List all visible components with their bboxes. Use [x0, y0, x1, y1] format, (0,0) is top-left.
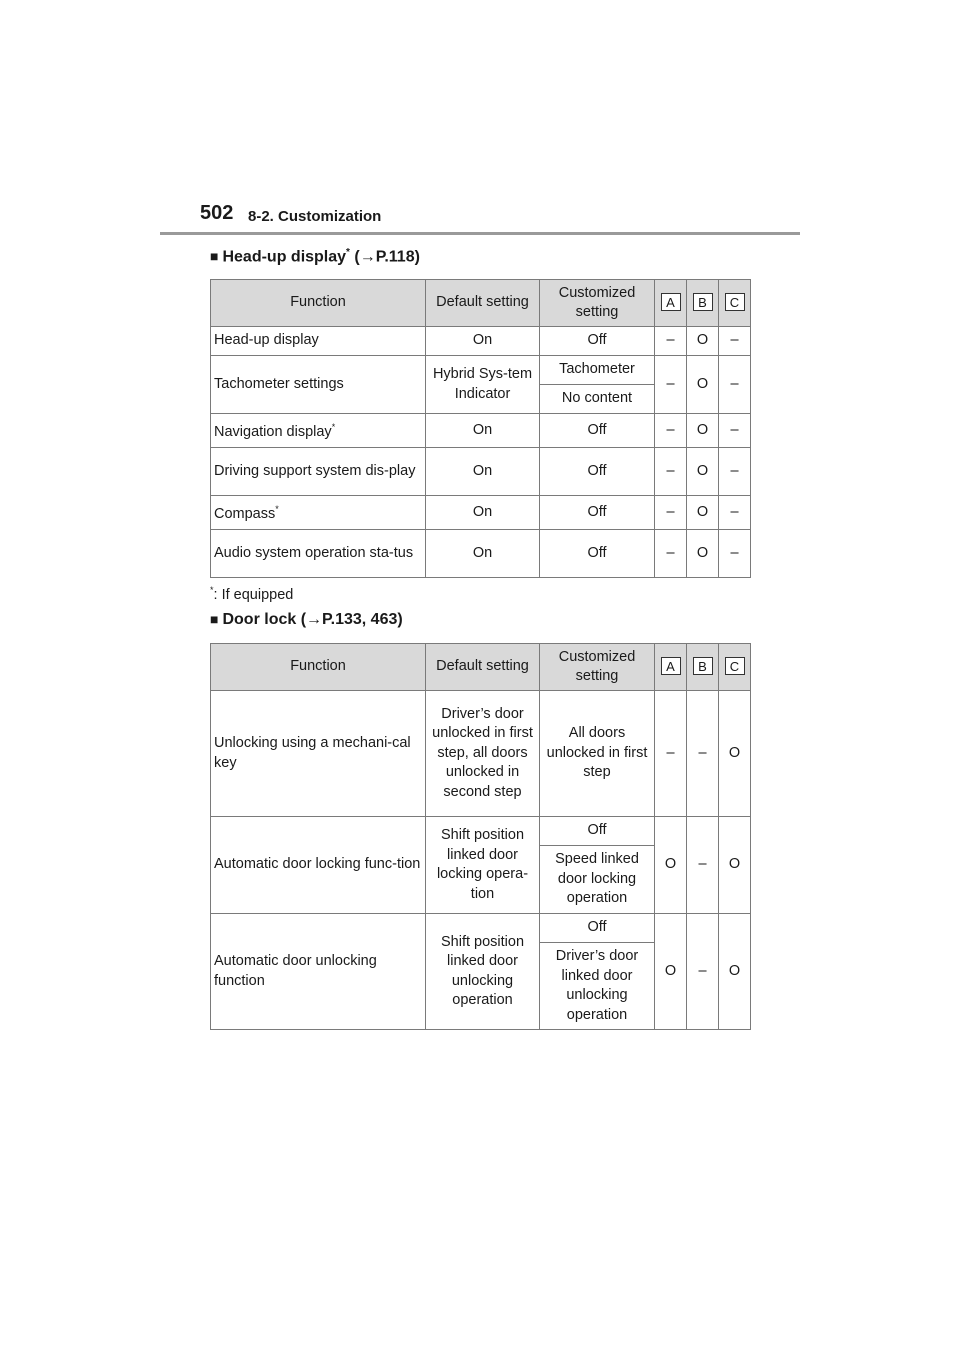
cell-custom-alt: Driver’s door linked door unlocking operation	[540, 943, 655, 1030]
cell-default: Shift position linked door unlocking operation	[426, 914, 540, 1030]
cell-default: On	[426, 414, 540, 448]
cell-function: Driving support system dis-play	[211, 448, 426, 496]
footnote-text: : If equipped	[213, 586, 294, 603]
table-row	[211, 414, 751, 448]
cell-custom: Off	[540, 327, 655, 356]
cell-default: Hybrid Sys-tem Indicator	[426, 356, 540, 414]
cell-c: –	[719, 448, 751, 496]
table-header-row	[211, 280, 751, 327]
square-bullet-icon: ■	[210, 611, 219, 627]
cell-c: –	[719, 530, 751, 578]
section-title-head-up-display	[210, 247, 420, 266]
column-header-c	[719, 280, 751, 327]
cell-custom: Off	[540, 914, 655, 943]
cell-custom-alt: No content	[540, 385, 655, 414]
cell-b: O	[687, 356, 719, 414]
column-header-function: Function	[211, 644, 426, 691]
cell-a: O	[655, 817, 687, 914]
cell-custom: All doors unlocked in first step	[540, 691, 655, 817]
cell-default: On	[426, 496, 540, 530]
cell-b: –	[687, 691, 719, 817]
column-header-custom: Customized setting	[540, 280, 655, 327]
cell-custom: Off	[540, 414, 655, 448]
cell-c: O	[719, 691, 751, 817]
square-bullet-icon: ■	[210, 248, 219, 265]
table-header-row	[211, 644, 751, 691]
cell-function: Automatic door unlocking function	[211, 914, 426, 1030]
page-reference: (→P.133, 463)	[296, 611, 403, 628]
function-text: Navigation display	[214, 424, 332, 441]
cell-default: On	[426, 327, 540, 356]
function-text: Compass	[214, 506, 276, 523]
cell-function	[211, 496, 426, 530]
footnote-mark: *	[346, 247, 350, 258]
cell-function	[211, 414, 426, 448]
cell-function: Head-up display	[211, 327, 426, 356]
cell-a: –	[655, 327, 687, 356]
header-rule	[160, 232, 800, 235]
label-a-box: A	[661, 293, 681, 311]
label-b-box: B	[693, 657, 713, 675]
cell-custom-alt: Speed linked door locking operation	[540, 846, 655, 914]
column-header-b	[687, 280, 719, 327]
cell-custom: Off	[540, 817, 655, 846]
table-row	[211, 356, 751, 385]
label-c-box: C	[725, 657, 745, 675]
cell-a: –	[655, 530, 687, 578]
column-header-default: Default setting	[426, 280, 540, 327]
cell-c: –	[719, 496, 751, 530]
cell-a: –	[655, 448, 687, 496]
footnote	[210, 585, 293, 603]
cell-a: –	[655, 496, 687, 530]
page-header	[160, 202, 800, 236]
cell-custom: Off	[540, 530, 655, 578]
label-b-box: B	[693, 293, 713, 311]
cell-default: Driver’s door unlocked in first step, all doors unlocked in second step	[426, 691, 540, 817]
cell-function: Audio system operation sta-tus	[211, 530, 426, 578]
cell-b: –	[687, 914, 719, 1030]
cell-b: –	[687, 817, 719, 914]
cell-custom: Off	[540, 496, 655, 530]
section-title-door-lock	[210, 611, 403, 629]
cell-b: O	[687, 414, 719, 448]
table-row	[211, 691, 751, 817]
cell-a: –	[655, 356, 687, 414]
cell-default: On	[426, 530, 540, 578]
column-header-function: Function	[211, 280, 426, 327]
chapter-title: 8-2. Customization	[248, 208, 382, 225]
page-number: 502	[200, 202, 234, 224]
label-c-box: C	[725, 293, 745, 311]
table-row	[211, 448, 751, 496]
door-lock-table	[210, 643, 751, 1030]
column-header-a	[655, 644, 687, 691]
column-header-a	[655, 280, 687, 327]
cell-b: O	[687, 530, 719, 578]
section-title-text: Door lock	[222, 611, 297, 628]
column-header-c	[719, 644, 751, 691]
footnote-mark: *	[275, 504, 279, 515]
table-row	[211, 817, 751, 846]
column-header-b	[687, 644, 719, 691]
cell-function: Tachometer settings	[211, 356, 426, 414]
page-reference: (→P.118)	[349, 248, 420, 266]
cell-function: Unlocking using a mechani-cal key	[211, 691, 426, 817]
cell-default: Shift position linked door locking opera-tion	[426, 817, 540, 914]
cell-function: Automatic door locking func-tion	[211, 817, 426, 914]
cell-c: –	[719, 356, 751, 414]
cell-c: –	[719, 414, 751, 448]
column-header-default: Default setting	[426, 644, 540, 691]
footnote-mark: *	[210, 585, 214, 595]
head-up-display-table	[210, 279, 751, 578]
cell-custom: Off	[540, 448, 655, 496]
cell-b: O	[687, 496, 719, 530]
cell-custom: Tachometer	[540, 356, 655, 385]
cell-b: O	[687, 448, 719, 496]
section-title-text: Head-up display	[222, 248, 347, 266]
column-header-custom: Customized setting	[540, 644, 655, 691]
cell-default: On	[426, 448, 540, 496]
cell-c: –	[719, 327, 751, 356]
table-row	[211, 914, 751, 943]
cell-a: O	[655, 914, 687, 1030]
footnote-mark: *	[331, 422, 336, 433]
cell-a: –	[655, 414, 687, 448]
cell-c: O	[719, 817, 751, 914]
table-row	[211, 327, 751, 356]
cell-b: O	[687, 327, 719, 356]
label-a-box: A	[661, 657, 681, 675]
table-row	[211, 530, 751, 578]
cell-c: O	[719, 914, 751, 1030]
cell-a: –	[655, 691, 687, 817]
table-row	[211, 496, 751, 530]
